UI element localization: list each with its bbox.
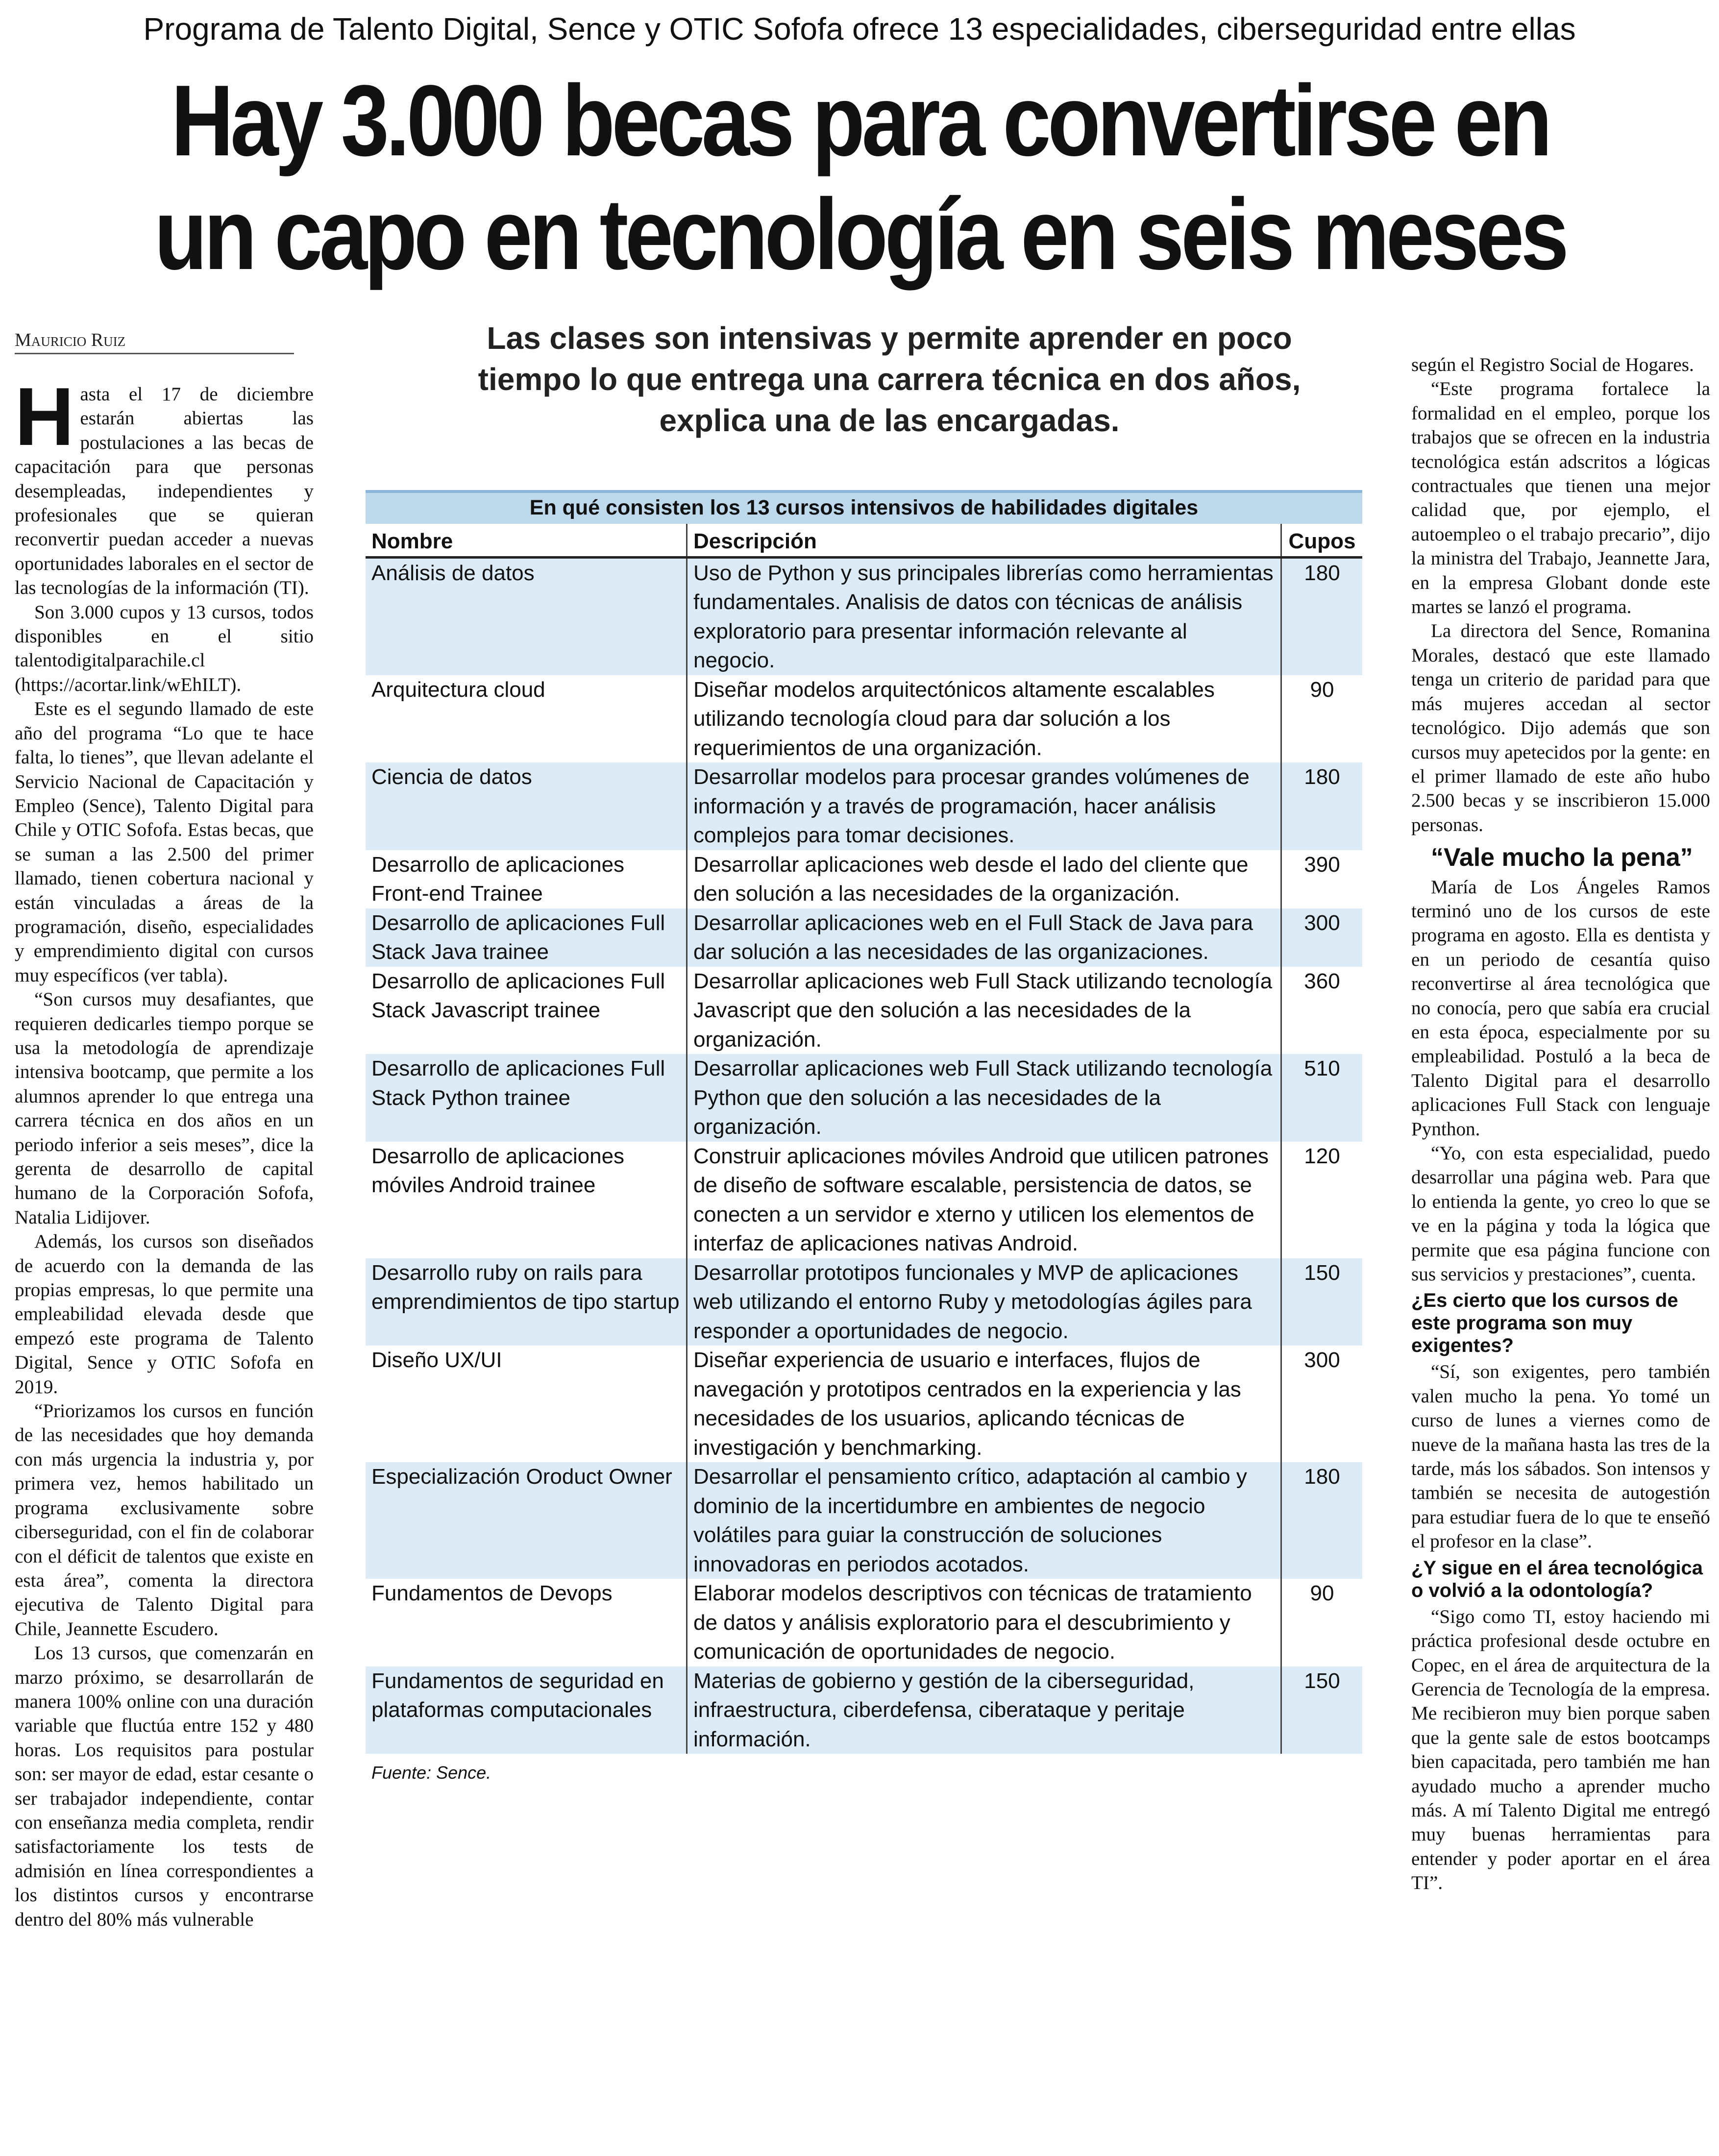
cell-nombre: Desarrollo de aplicaciones Full Stack Java trainee: [366, 908, 687, 967]
drop-cap: H: [15, 370, 74, 463]
cell-cupos: 90: [1281, 1579, 1363, 1666]
cell-descripcion: Materias de gobierno y gestión de la ciberseguridad, infraestructura, ciberdefensa, ciberataque y peritaje información.: [687, 1666, 1281, 1754]
cell-descripcion: Diseñar experiencia de usuario e interfaces, flujos de navegación y prototipos centrados en la experiencia y las necesidades de los usuarios, aplicando técnicas de investigación y benchmarking.: [687, 1346, 1281, 1462]
cell-cupos: 180: [1281, 557, 1363, 675]
cell-descripcion: Desarrollar aplicaciones web en el Full Stack de Java para dar solución a las necesidades de las organizaciones.: [687, 908, 1281, 967]
cell-descripcion: Desarrollar aplicaciones web Full Stack utilizando tecnología Javascript que den solución a las necesidades de la organización.: [687, 967, 1281, 1054]
paragraph: según el Registro Social de Hogares.: [1411, 354, 1694, 375]
cell-descripcion: Desarrollar el pensamiento crítico, adaptación al cambio y dominio de la incertidumbre en ambientes de negocio volátiles para guiar la construcción de soluciones innovadoras en periodos acotados.: [687, 1462, 1281, 1579]
cell-cupos: 360: [1281, 967, 1363, 1054]
cell-nombre: Análisis de datos: [366, 557, 687, 675]
paragraph: “Sí, son exigentes, pero también valen mucho la pena. Yo tomé un curso de lunes a viernes como de nueve de la mañana hasta las tres de la tarde, más los sábados. Son intensos y también se necesita de autogestión para estudiar fuera de lo que te enseñó el profesor en la clase”.: [1411, 1361, 1710, 1552]
paragraph: La directora del Sence, Romanina Morales, destacó que este llamado tenga un criterio de paridad para que más mujeres accedan al sector tecnológico. Dijo además que son cursos muy apetecidos por la gente: en el primer llamado de este año hubo 2.500 becas y se inscribieron 15.000 personas.: [1411, 620, 1710, 835]
cell-nombre: Diseño UX/UI: [371, 1348, 502, 1372]
column-3: [1411, 353, 1710, 1895]
table-row: [366, 1054, 1362, 1142]
headline-line-2: un capo en tecnología en seis meses: [154, 178, 1566, 291]
interview-question: ¿Y sigue en el área tecnológica o volvió a la odontología?: [1411, 1557, 1703, 1601]
interview-question: ¿Es cierto que los cursos de este programa son muy exigentes?: [1411, 1290, 1678, 1357]
paragraph: “Sigo como TI, estoy haciendo mi práctica profesional desde octubre en Copec, en el área de arquitectura de la Gerencia de Tecnología de la empresa. Me recibieron muy bien porque saben que la gente sale de estos bootcamps bien capacitada, pero también me han ayudado mucho a aprender mucho más. A mí Talento Digital me entregó muy buenas herramientas para entender y poder aportar en el área TI”.: [1411, 1606, 1710, 1894]
cell-nombre: Especialización Oroduct Owner: [366, 1462, 687, 1579]
paragraph: Además, los cursos son diseñados de acuerdo con la demanda de las propias empresas, lo que permite una empleabilidad elevada desde que empezó este programa de Talento Digital, Sence y OTIC Sofofa en 2019.: [15, 1231, 314, 1397]
table-row: [366, 1666, 1362, 1754]
byline: Mauricio Ruiz: [15, 329, 294, 354]
table-row: [366, 1142, 1362, 1258]
cell-descripcion: Desarrollar modelos para procesar grandes volúmenes de información y a través de programación, hacer análisis complejos para tomar decisiones.: [687, 762, 1281, 850]
kicker: Programa de Talento Digital, Sence y OTIC Sofofa ofrece 13 especialidades, ciberseguridad entre ellas: [143, 11, 1576, 47]
paragraph-text: asta el 17 de diciembre estarán abiertas las postulaciones a las becas de capacitación para que personas desempleadas, independientes y profesionales que se quieran reconvertir puedan acceder a nuevas oportunidades laborales en el sector de las tecnologías de la información (TI).: [15, 384, 314, 599]
cell-nombre: Desarrollo de aplicaciones Full Stack Python trainee: [366, 1054, 687, 1142]
cell-descripcion: Diseñar modelos arquitectónicos altamente escalables utilizando tecnología cloud para dar solución a los requerimientos de una organización.: [687, 675, 1281, 763]
table-row: [366, 1346, 1362, 1462]
cell-cupos: 180: [1281, 762, 1363, 850]
cell-descripcion: Desarrollar aplicaciones web desde el lado del cliente que den solución a las necesidades de la organización.: [687, 850, 1281, 908]
column-1: [15, 370, 314, 1932]
cell-descripcion: Desarrollar aplicaciones web Full Stack utilizando tecnología Python que den solución a las necesidades de la organización.: [687, 1054, 1281, 1142]
cell-cupos: 120: [1281, 1142, 1363, 1258]
table-row: [366, 850, 1362, 908]
cell-nombre: Desarrollo de aplicaciones Front-end Trainee: [371, 852, 625, 906]
cell-cupos: 90: [1281, 675, 1363, 763]
cell-cupos: 300: [1281, 1346, 1363, 1462]
table-row: [366, 557, 1362, 675]
cell-cupos: 390: [1281, 850, 1363, 908]
table-row: [366, 1258, 1362, 1346]
cell-cupos: 300: [1281, 908, 1363, 967]
table-source: Fuente: Sence.: [371, 1763, 491, 1783]
paragraph: “Priorizamos los cursos en función de las necesidades que hoy demanda con más urgencia la industria y, por primera vez, hemos habilitado un programa exclusivamente sobre ciberseguridad, con el fin de colaborar con el déficit de talentos que existe en esta área”, comenta la directora ejecutiva de Talento Digital para Chile, Jeannette Escudero.: [15, 1400, 314, 1640]
paragraph: “Son cursos muy desafiantes, que requieren dedicarles tiempo porque se usa la metodología de aprendizaje intensiva bootcamp, que permite a los alumnos aprender lo que entrega una carrera técnica en dos años en un periodo inferior a seis meses”, dice la gerenta de desarrollo de capital humano de la Corporación Sofofa, Natalia Lidijover.: [15, 989, 314, 1228]
header-nombre: Nombre: [366, 524, 687, 557]
courses-table-box: [366, 490, 1362, 1783]
cell-cupos: 150: [1281, 1666, 1363, 1754]
table-row: [366, 967, 1362, 1054]
header-descripcion: Descripción: [687, 524, 1281, 557]
cell-nombre: Fundamentos de Devops: [371, 1581, 613, 1605]
paragraph: [15, 370, 314, 600]
paragraph: “Este programa fortalece la formalidad en el empleo, porque los trabajos que se ofrecen en la industria tecnológica están adscritos a lógicas contractuales que tienen una mejor calidad que, por ejemplo, el autoempleo o el trabajo precario”, dijo la ministra del Trabajo, Jeannette Jara, en la empresa Globant donde este martes se lanzó el programa.: [1411, 378, 1710, 618]
table-title: En qué consisten los 13 cursos intensivos de habilidades digitales: [366, 490, 1362, 524]
table-row: [366, 908, 1362, 967]
table-body: [366, 557, 1362, 1754]
section-subhead: “Vale mucho la pena”: [1431, 843, 1693, 872]
cell-descripcion: Construir aplicaciones móviles Android que utilicen patrones de diseño de software escalable, persistencia de datos, se conecten a un servidor e xterno y utilicen los elementos de interfaz de aplicaciones nativas Android.: [687, 1142, 1281, 1258]
cell-cupos: 510: [1281, 1054, 1363, 1142]
paragraph: Este es el segundo llamado de este año del programa “Lo que te hace falta, lo tienes”, que llevan adelante el Servicio Nacional de Capacitación y Empleo (Sence), Talento Digital para Chile y OTIC Sofofa. Estas becas, que se suman a las 2.500 del primer llamado, tienen cobertura nacional y están vinculadas a áreas de la programación, diseño, especialidades y emprendimiento digital con cursos muy específicos (ver tabla).: [15, 698, 314, 986]
table-header-row: [366, 524, 1362, 557]
cell-nombre: Desarrollo de aplicaciones Full Stack Javascript trainee: [371, 969, 665, 1022]
table-row: [366, 1462, 1362, 1579]
cell-descripcion: Desarrollar prototipos funcionales y MVP de aplicaciones web utilizando el entorno Ruby y metodologías ágiles para responder a oportunidades de negocio.: [687, 1258, 1281, 1346]
paragraph: “Yo, con esta especialidad, puedo desarrollar una página web. Para que lo entienda la gente, yo creo lo que se ve en la página y toda la lógica que permite que esa página funcione con sus servicios y prestaciones”, cuenta.: [1411, 1143, 1710, 1285]
cell-nombre: Fundamentos de seguridad en plataformas computacionales: [366, 1666, 687, 1754]
paragraph: María de Los Ángeles Ramos terminó uno de los cursos de este programa en agosto. Ella es dentista y en un periodo de cesantía quiso reconvertirse al área tecnológica que no conocía, pero que sabía era crucial en esta época, especialmente por su empleabilidad. Postuló a la beca de Talento Digital para el desarrollo aplicaciones Full Stack con lenguaje Pynthon.: [1411, 876, 1710, 1140]
cell-descripcion: Elaborar modelos descriptivos con técnicas de tratamiento de datos y análisis exploratorio para el descubrimiento y comunicación de oportunidades de negocio.: [687, 1579, 1281, 1666]
cell-nombre: Desarrollo ruby on rails para emprendimientos de tipo startup: [366, 1258, 687, 1346]
table-row: [366, 762, 1362, 850]
headline: [146, 64, 1574, 291]
paragraph: Los 13 cursos, que comenzarán en marzo próximo, se desarrollarán de manera 100% online con una duración variable que fluctúa entre 152 y 480 horas. Los requisitos para postular son: ser mayor de edad, estar cesante o ser trabajador independiente, contar con enseñanza media completa, rendir satisfactoriamente los tests de admisión en línea correspondientes a los distintos cursos y encontrarse dentro del 80% más vulnerable: [15, 1642, 314, 1930]
headline-line-1: Hay 3.000 becas para convertirse en: [171, 64, 1549, 177]
paragraph: Son 3.000 cupos y 13 cursos, todos disponibles en el sitio talentodigitalparachile.cl (https://acortar.link/wEhILT).: [15, 601, 314, 695]
cell-cupos: 150: [1281, 1258, 1363, 1346]
cell-nombre: Desarrollo de aplicaciones móviles Android trainee: [371, 1144, 625, 1197]
table-row: [366, 1579, 1362, 1666]
cell-nombre: Arquitectura cloud: [371, 677, 545, 702]
subtitle: Las clases son intensivas y permite aprender en poco tiempo lo que entrega una carrera técnica en dos años, explica una de las encargadas.: [478, 320, 1301, 438]
table-row: [366, 675, 1362, 763]
header-cupos: Cupos: [1281, 524, 1363, 557]
courses-table: [366, 524, 1362, 1754]
cell-nombre: Ciencia de datos: [366, 762, 687, 850]
cell-descripcion: Uso de Python y sus principales librerías como herramientas fundamentales. Analisis de datos con técnicas de análisis exploratorio para presentar información relevante al negocio.: [687, 557, 1281, 675]
cell-cupos: 180: [1281, 1462, 1363, 1579]
